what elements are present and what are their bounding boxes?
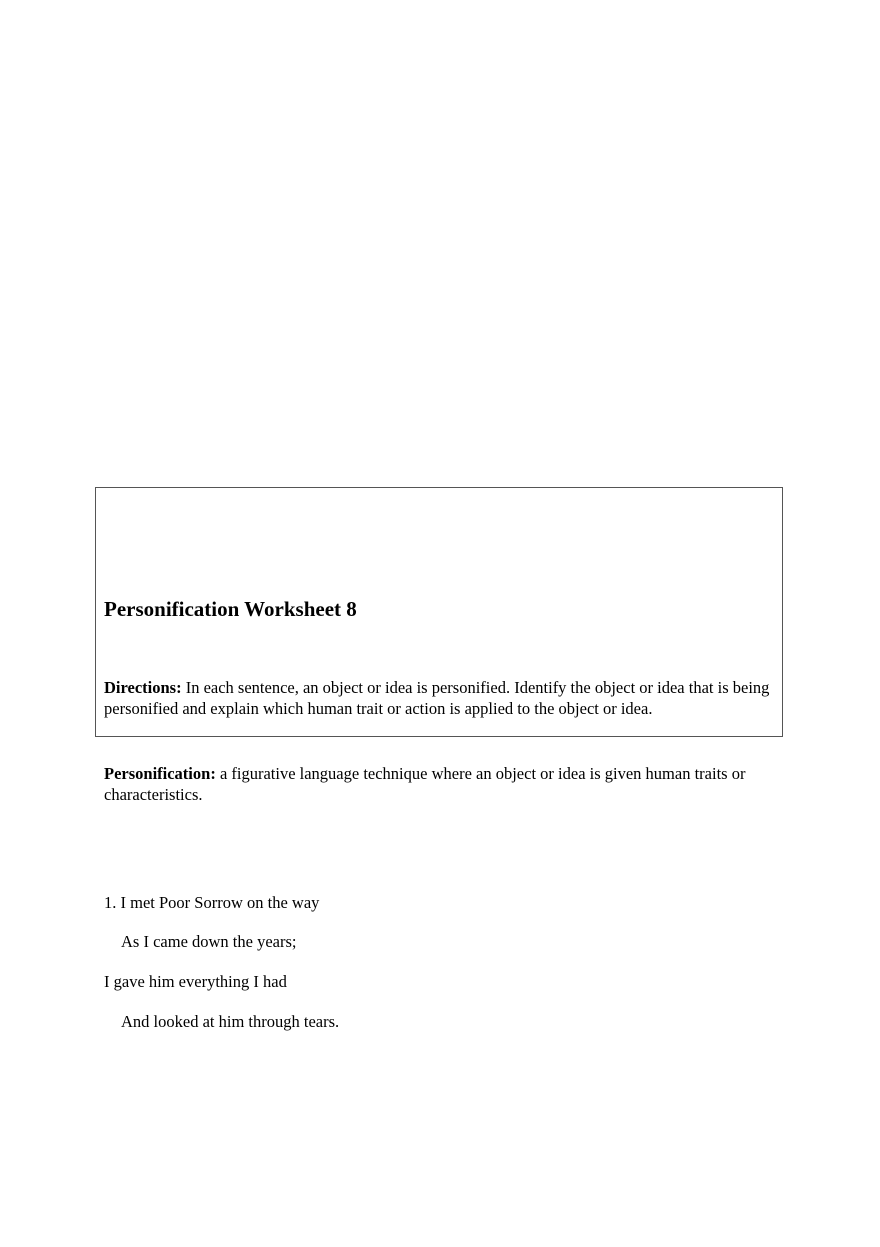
directions-paragraph	[104, 677, 776, 719]
question-1-line-4: And looked at him through tears.	[121, 1012, 340, 1031]
question-1-line-3: I gave him everything I had	[104, 972, 287, 991]
definition-text: a figurative language technique where an object or idea is given human traits or characteristics.	[104, 764, 746, 804]
directions-label: Directions:	[104, 678, 182, 697]
definition-paragraph	[104, 763, 776, 805]
directions-text: In each sentence, an object or idea is personified. Identify the object or idea that is being personified and explain which human trait or action is applied to the object or idea.	[104, 678, 770, 718]
worksheet-title: Personification Worksheet 8	[104, 597, 357, 621]
definition-term: Personification:	[104, 764, 216, 783]
question-1-line-2: As I came down the years;	[121, 932, 297, 951]
question-1-line-1: 1. I met Poor Sorrow on the way	[104, 893, 320, 912]
